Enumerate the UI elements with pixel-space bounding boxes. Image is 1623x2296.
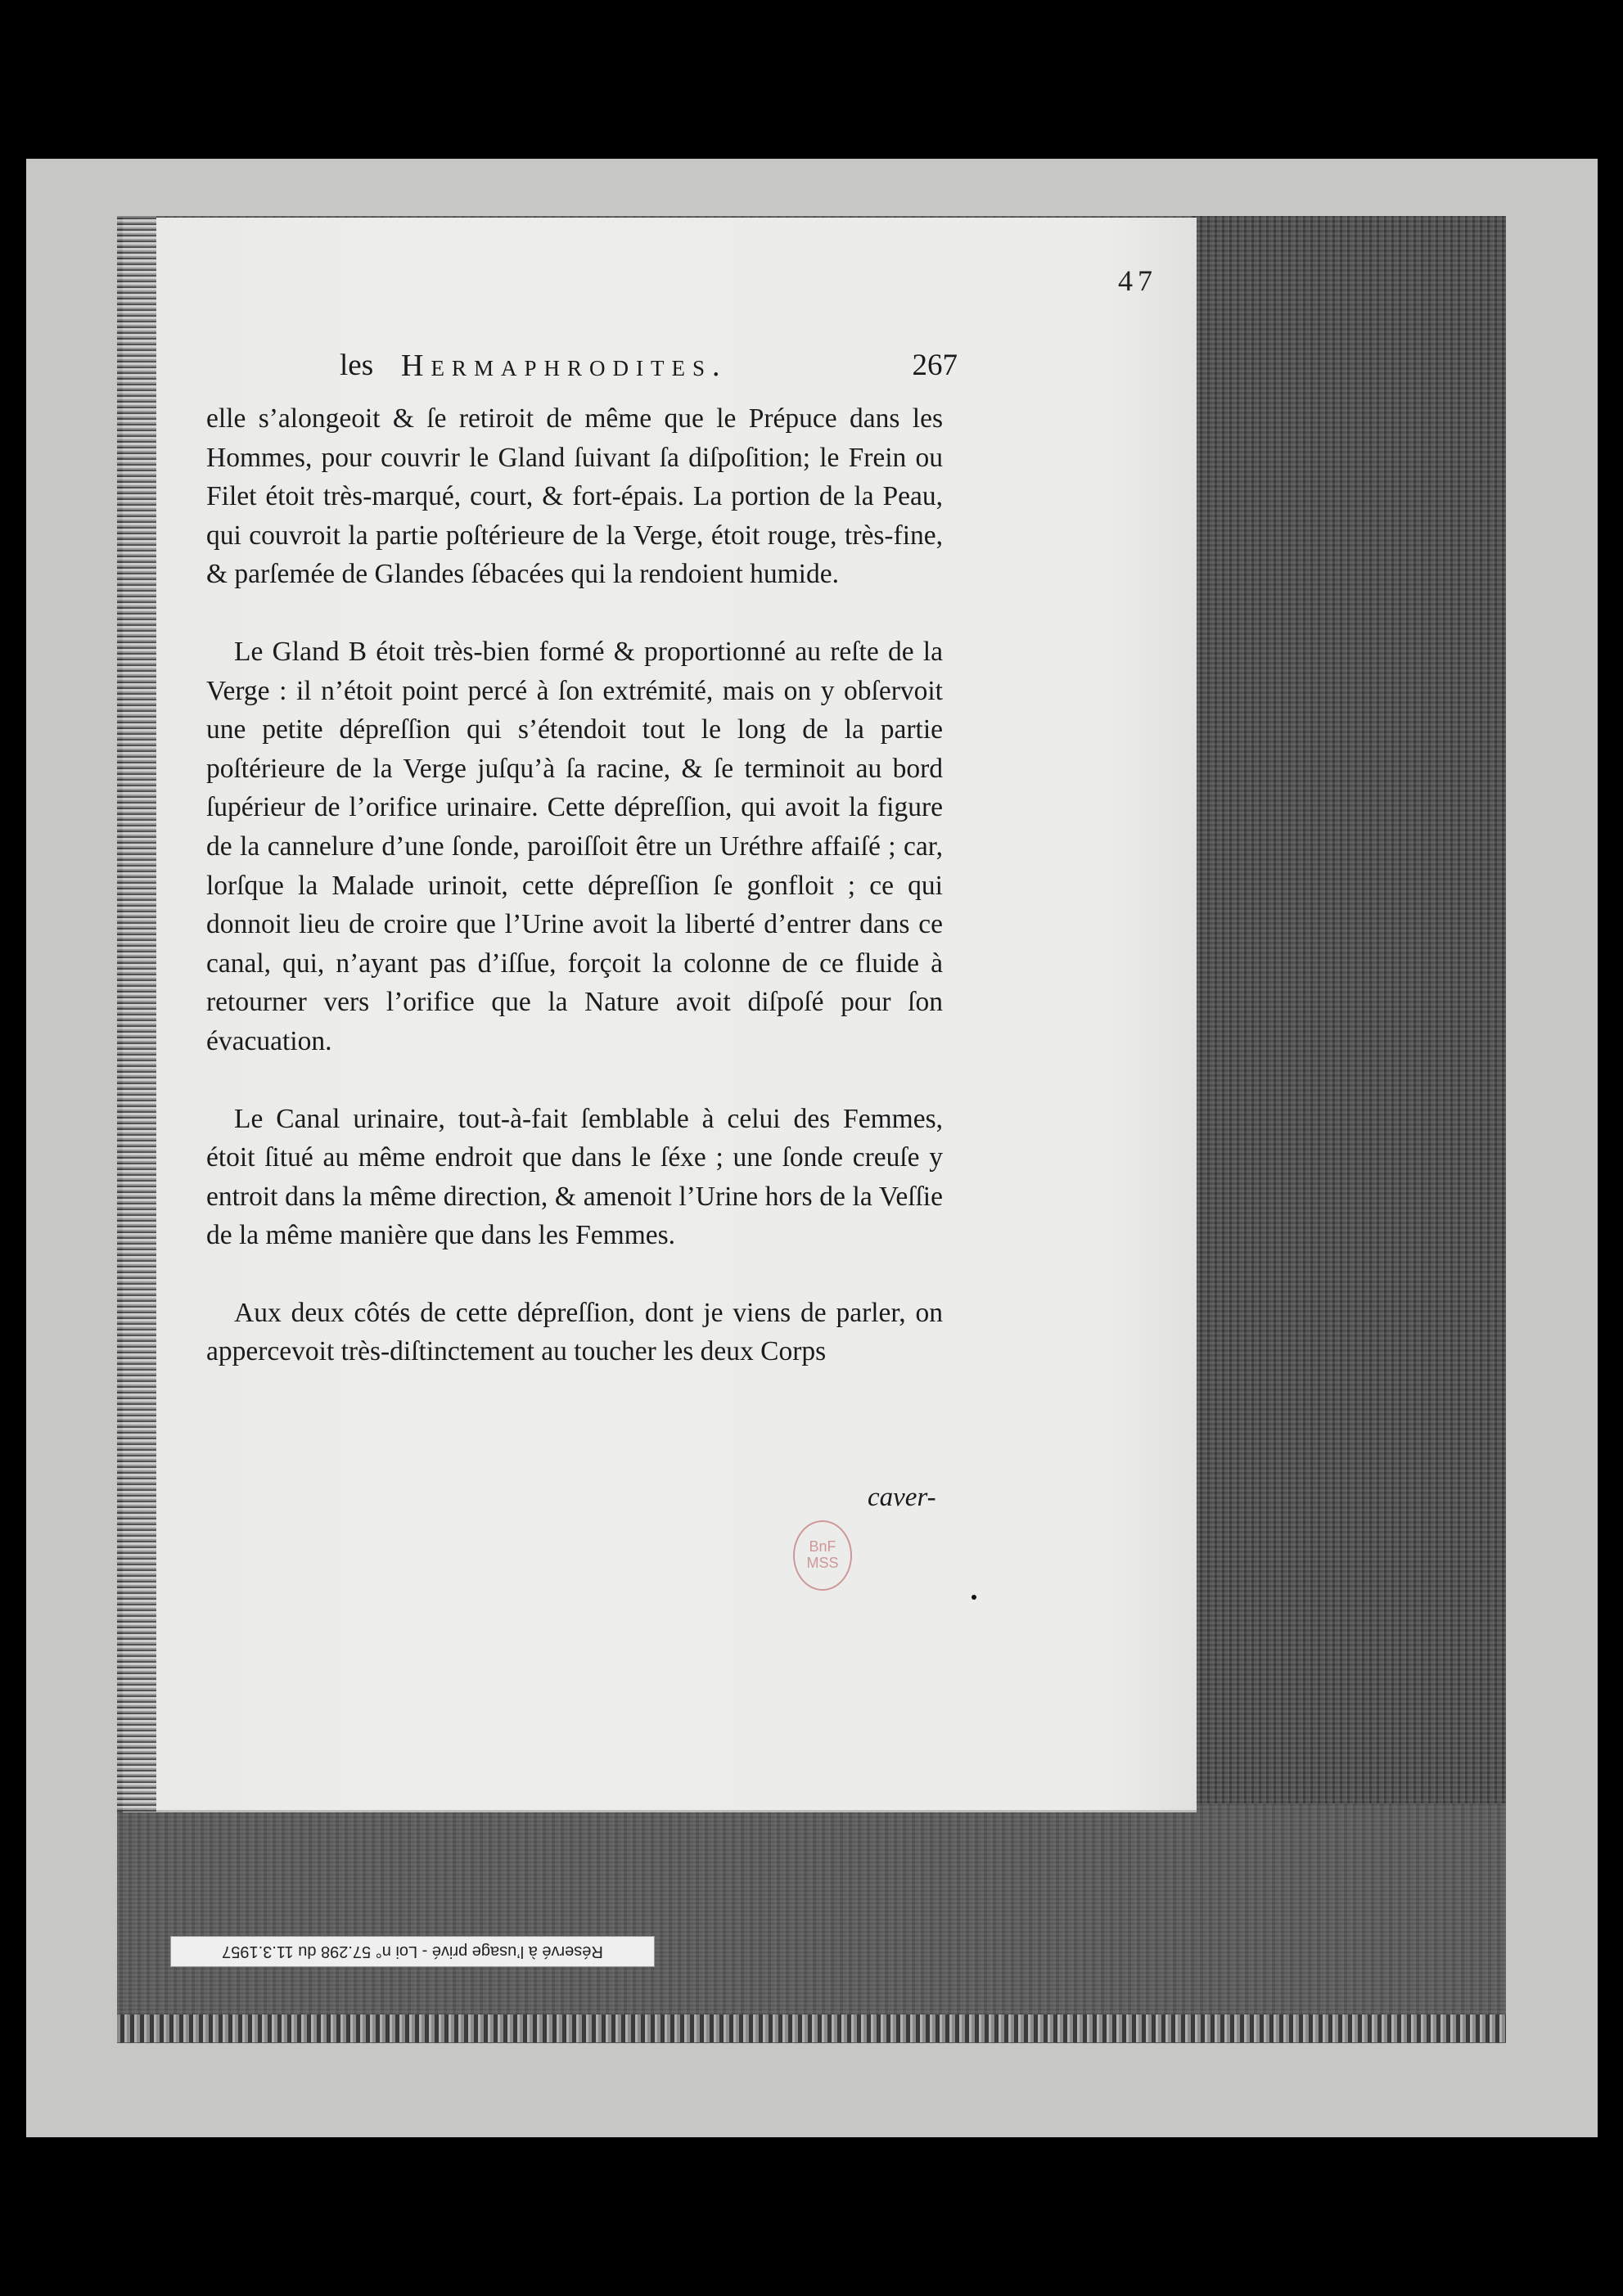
library-stamp [793,1520,852,1591]
folio-number: 47 [1118,264,1157,297]
body-text [206,399,943,1371]
catchword: caver- [868,1483,936,1512]
running-head-les: les [340,349,374,382]
stamp-line: BnF [809,1538,836,1555]
scan-bottom-strip [117,2015,1506,2042]
paragraph: Le Gland B étoit très-bien formé & proportionné au reſte de la Verge : il n’étoit point percé à ſon extrémité, mais on y obſervoit une petite dépreſſion qui s’étendoit tout le long de la partie poſtérieure de la Verge juſqu’à ſa racine, & ſe terminoit au bord ſupérieur de l’orifice urinaire. Cette dépreſſion, qui avoit la figure de la cannelure d’une ſonde, paroiſſoit être un Uréthre affaiſé ; car, lorſque la Malade urinoit, cette dépreſſion ſe gonfloit ; ce qui donnoit lieu de croire que l’Urine avoit la liberté d’entrer dans ce canal, qui, n’ayant pas d’iſſue, forçoit la colonne de ce fluide à retourner vers l’orifice que la Nature avoit diſpoſé pour ſon évacuation. [206,636,943,1056]
stamp-line: MSS [806,1555,839,1571]
usage-notice: Réservé à l’usage privé - Loi n° 57.298 du 11.3.1957 [170,1936,655,1967]
page-binding [117,216,156,1812]
paragraph: Le Canal urinaire, tout-à-fait ſemblable à celui des Femmes, étoit ſitué au même endroit que dans le ſéxe ; une ſonde creuſe y entroit dans la même direction, & amenoit l’Urine hors de la Veſſie de la même manière que dans les Femmes. [206,1103,943,1251]
page-edge-stack [1191,216,1506,1803]
running-head-title: Hermaphrodites. [401,349,728,383]
paragraph: Aux deux côtés de cette dépreſſion, dont je viens de parler, on appercevoit très-diſtinctement au toucher les deux Corps [206,1297,943,1367]
ink-speck [972,1595,976,1600]
page-number: 267 [912,349,958,382]
running-head [340,348,958,389]
paragraph: elle s’alongeoit & ſe retiroit de même que le Prépuce dans les Hommes, pour couvrir le Gland ſuivant ſa diſpoſition; le Frein ou Filet étoit très-marqué, court, & fort-épais. La portion de la Peau, qui couvroit la partie poſtérieure de la Verge, étoit rouge, très-fine, & parſemée de Glandes ſébacées qui la rendoient humide. [206,403,943,590]
